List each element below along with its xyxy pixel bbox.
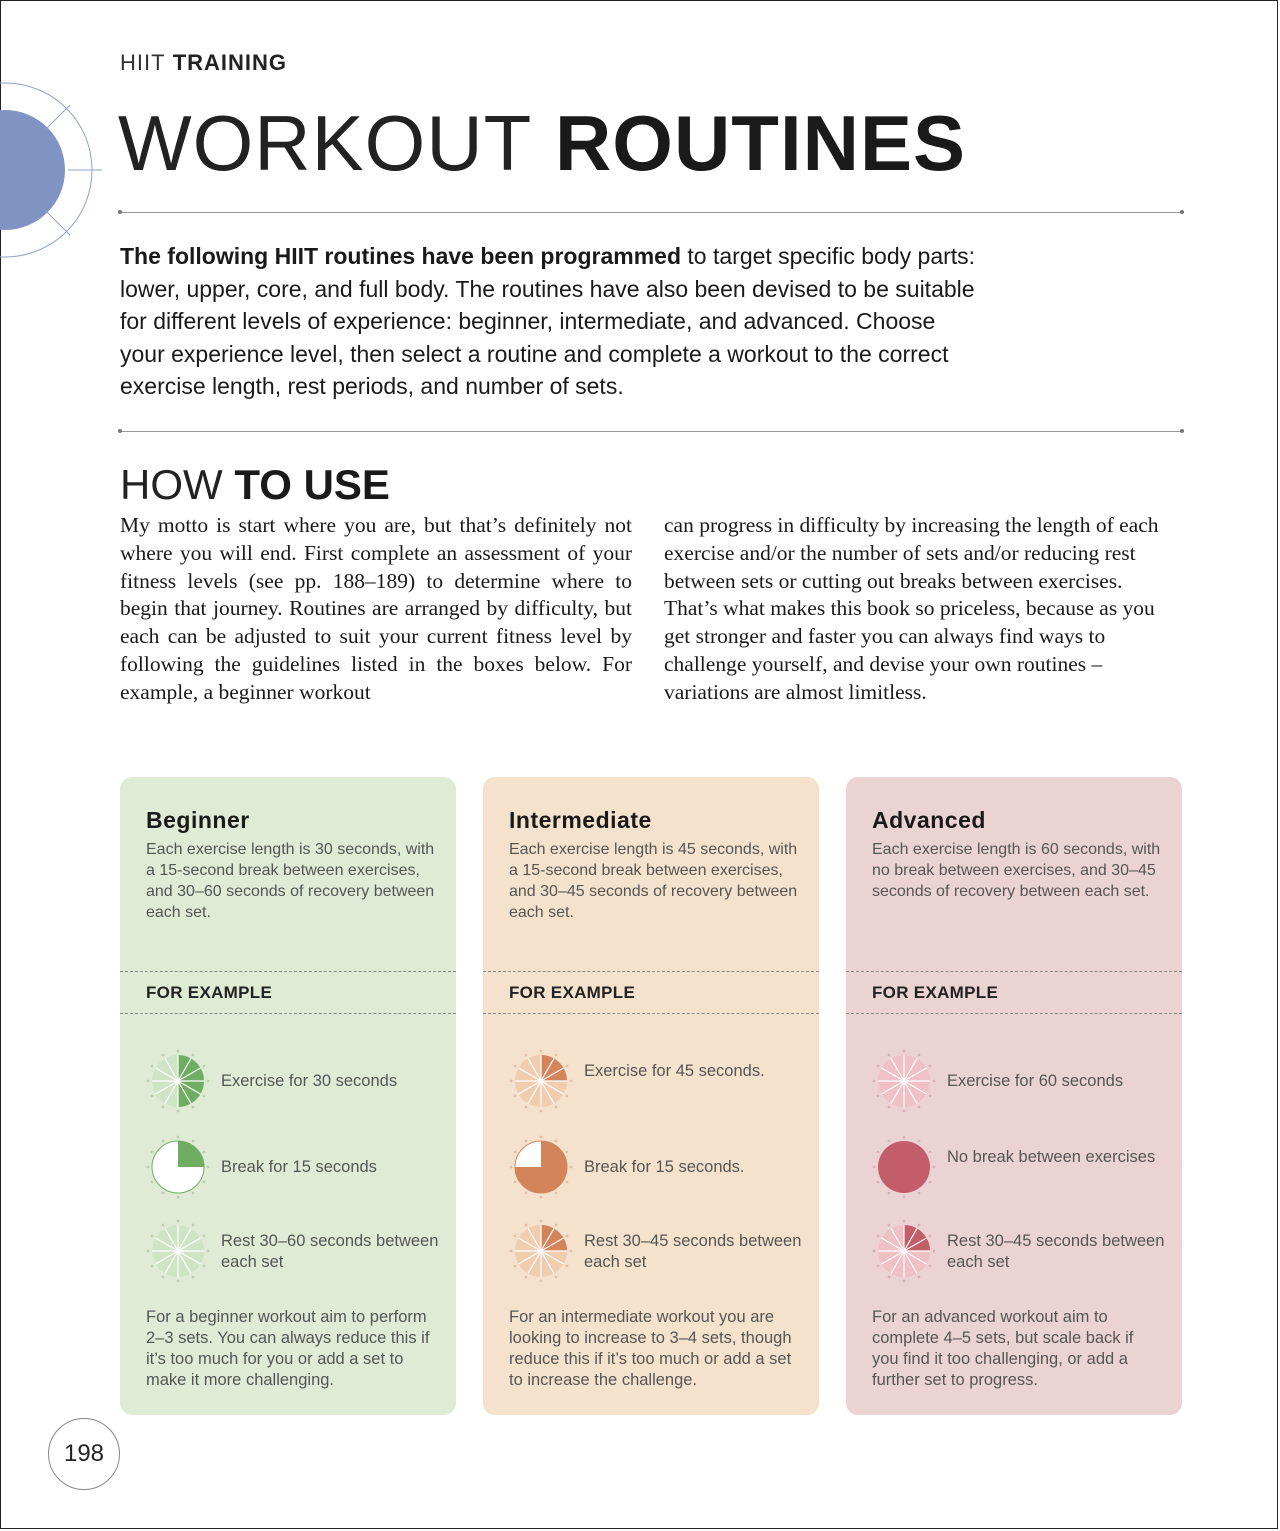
card-title: Beginner bbox=[146, 807, 250, 833]
dashed-divider bbox=[483, 971, 819, 972]
level-card-advanced bbox=[846, 777, 1182, 1415]
intro-paragraph: The following HIIT routines have been programmed to target specific body parts: lower, upper, core, and full body. The routines have also been devised to be suitable for different levels of experience: beginner, intermediate, and advanced. Choose your experience level, then select a routine and complete a workout to the correct exercise length, rest periods, and number of sets. bbox=[120, 243, 976, 399]
timer-15-seconds-icon bbox=[146, 1135, 210, 1199]
section-label: HIIT TRAINING bbox=[120, 50, 288, 75]
dashed-divider bbox=[120, 1013, 456, 1014]
divider bbox=[120, 212, 1182, 213]
example-item bbox=[872, 1049, 1172, 1113]
card-title: Advanced bbox=[872, 807, 986, 833]
card-description: Each exercise length is 45 seconds, with a 15-second break between exercises, and 30–45 seconds of recovery between each set. bbox=[509, 841, 798, 921]
page-number: 198 bbox=[48, 1418, 120, 1490]
card-footer-text: For an advanced workout aim to complete 4–5 sets, but scale back if you find it too challenging, or add a further set to progress. bbox=[872, 1308, 1134, 1389]
timer-45-seconds-icon bbox=[509, 1049, 573, 1113]
example-item-label: Exercise for 60 seconds bbox=[947, 1072, 1124, 1090]
example-item bbox=[146, 1135, 446, 1199]
example-item bbox=[509, 1135, 809, 1199]
example-item bbox=[872, 1135, 1172, 1199]
example-item-label: No break between exercises bbox=[947, 1148, 1156, 1166]
example-item-label: Rest 30–45 seconds between each set bbox=[584, 1232, 802, 1271]
level-card-intermediate bbox=[483, 777, 819, 1415]
body-column-left: My motto is start where you are, but that’s definitely not where you will end. First complete an assessment of your fitness levels (see pp. 188–189) to determine where to begin that journey. Routines are arranged by difficulty, but each can be adjusted to suit your current fitness level by following the guidelines listed in the boxes below. For example, a beginner workout bbox=[120, 513, 632, 704]
body-column-right: can progress in difficulty by increasing the length of each exercise and/or the number of sets and/or reducing rest between sets or cutting out breaks between exercises. That’s what makes this book so priceless, because as you get stronger and faster you can always find ways to challenge yourself, and devise your own routines – variations are almost limitless. bbox=[664, 513, 1159, 704]
timer-15-seconds-icon bbox=[509, 1135, 573, 1199]
example-item bbox=[872, 1219, 1172, 1283]
timer-rest-icon bbox=[146, 1219, 210, 1283]
timer-rest-icon bbox=[509, 1219, 573, 1283]
dashed-divider bbox=[120, 971, 456, 972]
example-item-label: Rest 30–45 seconds between each set bbox=[947, 1232, 1165, 1271]
timer-60-seconds-icon bbox=[872, 1049, 936, 1113]
card-footer-text: For an intermediate workout you are looking to increase to 3–4 sets, though reduce this if it’s too much or add a set to increase the challenge. bbox=[509, 1308, 792, 1389]
card-footer-text: For a beginner workout aim to perform 2–3 sets. You can always reduce this if it’s too much for you or add a set to make it more challenging. bbox=[146, 1308, 430, 1389]
for-example-label: FOR EXAMPLE bbox=[146, 983, 273, 1002]
example-item-label: Break for 15 seconds bbox=[221, 1158, 377, 1176]
example-item bbox=[509, 1049, 809, 1113]
example-item-label: Rest 30–60 seconds between each set bbox=[221, 1232, 439, 1271]
example-item-label: Exercise for 30 seconds bbox=[221, 1072, 398, 1090]
card-description: Each exercise length is 60 seconds, with no break between exercises, and 30–45 seconds of recovery between each set. bbox=[872, 841, 1161, 900]
divider bbox=[120, 431, 1182, 432]
level-card-beginner bbox=[120, 777, 456, 1415]
page-title: WORKOUT ROUTINES bbox=[118, 99, 966, 187]
how-to-use-heading: HOW TO USE bbox=[120, 461, 390, 508]
decorative-circle-icon bbox=[0, 80, 110, 260]
dashed-divider bbox=[846, 971, 1182, 972]
example-item bbox=[146, 1049, 446, 1113]
timer-30-seconds-icon bbox=[146, 1049, 210, 1113]
for-example-label: FOR EXAMPLE bbox=[872, 983, 999, 1002]
example-item-label: Break for 15 seconds. bbox=[584, 1158, 745, 1176]
no-break-icon bbox=[872, 1135, 936, 1199]
example-item bbox=[509, 1219, 809, 1283]
example-item-label: Exercise for 45 seconds. bbox=[584, 1062, 765, 1080]
dashed-divider bbox=[846, 1013, 1182, 1014]
timer-rest-icon bbox=[872, 1219, 936, 1283]
example-item bbox=[146, 1219, 446, 1283]
card-description: Each exercise length is 30 seconds, with a 15-second break between exercises, and 30–60 seconds of recovery between each set. bbox=[146, 841, 435, 921]
dashed-divider bbox=[483, 1013, 819, 1014]
for-example-label: FOR EXAMPLE bbox=[509, 983, 636, 1002]
card-title: Intermediate bbox=[509, 807, 652, 833]
